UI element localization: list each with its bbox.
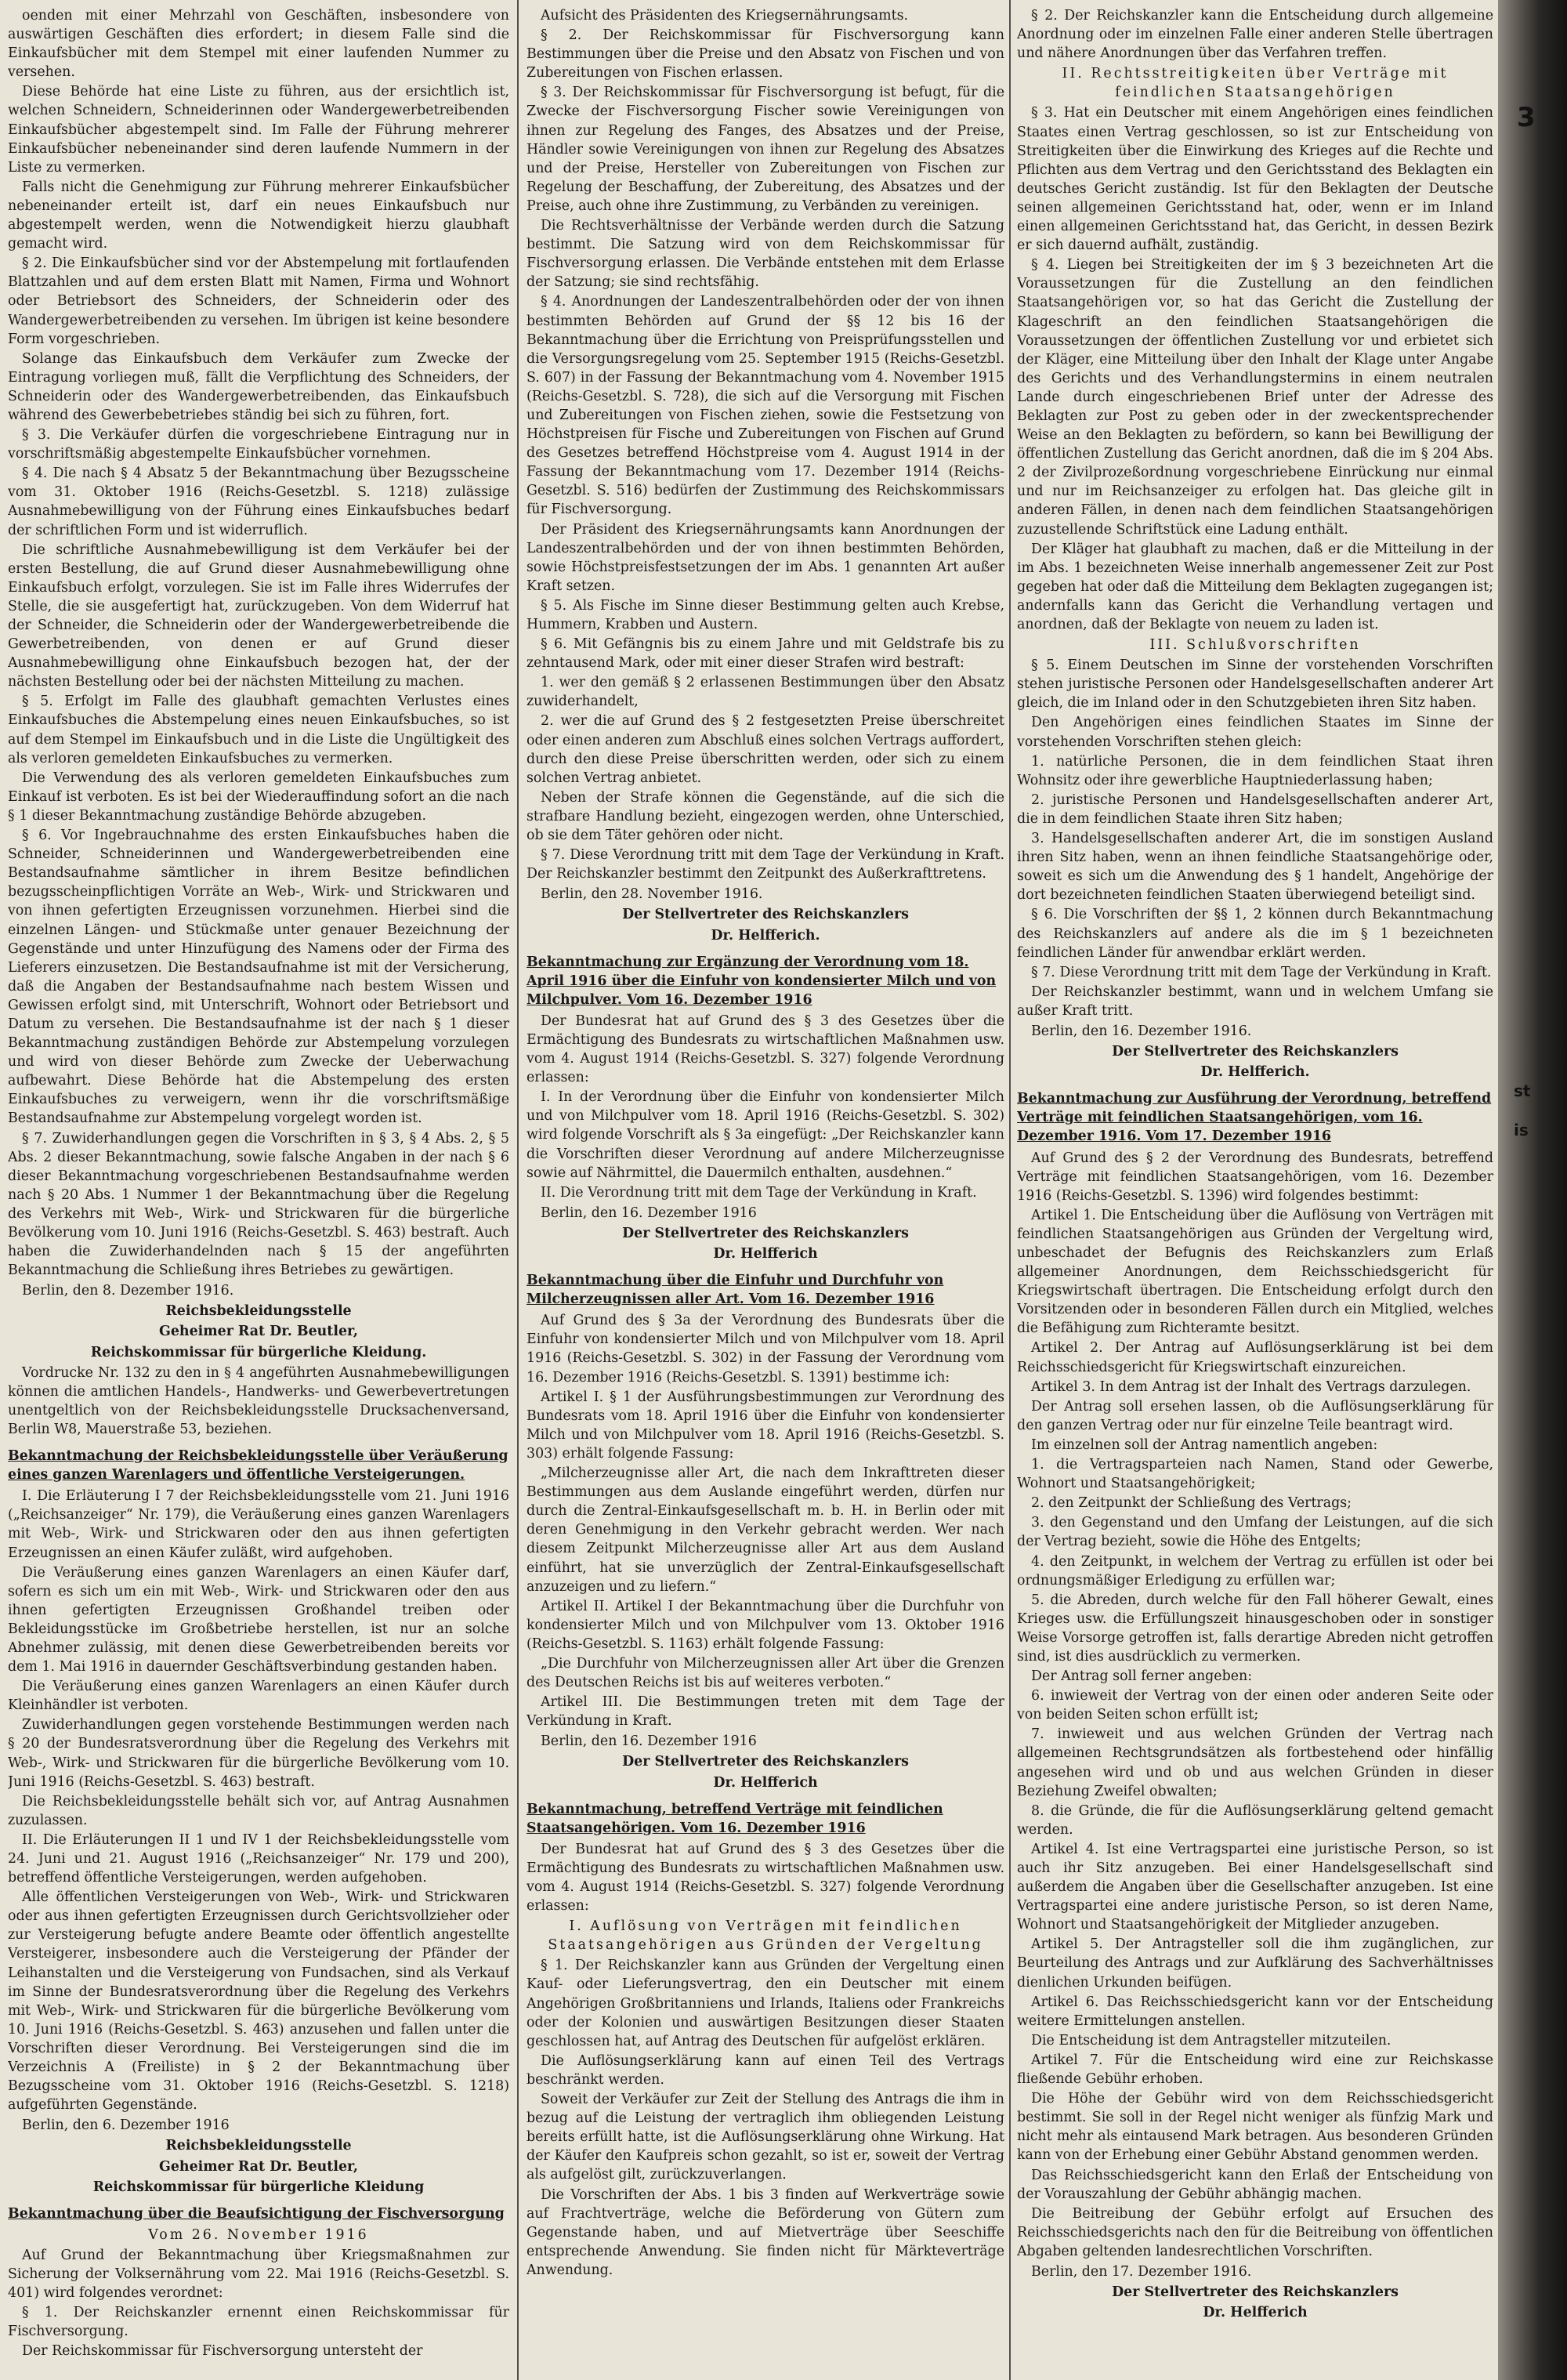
paragraph: § 2. Der Reichskommissar für Fischversorgung kann Bestimmungen über die Preise und den Absatz von Fischen und von Zubereitungen von Fischen erlassen. [527,27,1004,82]
paragraph: Soweit der Verkäufer zur Zeit der Stellung des Antrags die ihm in bezug auf die Leistung der vertraglich ihm obliegenden Leistung bereits erfüllt hatte, ist die Auflösungserklärung ohne Wirkung. Hat der Käufer den Kaufpreis schon gezahlt, so ist er, soweit der Vertrag als aufgelöst gilt, zurückzuverlangen. [527,2092,1004,2183]
paragraph: 2. juristische Personen und Handelsgesellschaften anderer Art, die in dem feindlichen Staate ihren Sitz haben; [1017,792,1493,827]
paragraph: § 2. Der Reichskanzler kann die Entscheidung durch allgemeine Anordnung oder im einzelnen Falle einer anderen Stelle übertragen und nähere Anordnungen über das Verfahren treffen. [1017,8,1493,62]
paragraph: Der Bundesrat hat auf Grund des § 3 des Gesetzes über die Ermächtigung des Bundesrats zu wirtschaftlichen Maßnahmen usw. vom 4. August 1914 (Reichs-Gesetzbl. S. 327) folgende Verordnung erlassen: [527,1841,1004,1915]
section-heading: I. Auflösung von Verträgen mit feindlichen Staatsangehörigen aus Gründen der Vergeltung [548,1918,983,1954]
paragraph: Artikel 1. Die Entscheidung über die Auflösung von Verträgen mit feindlichen Staatsangehörigen aus Gründen der Vergeltung wird, unbeschadet der Befugnis des Reichskanzlers zum Erlaß allgemeiner Anordnungen, dem Reichsschiedsgericht für Kriegswirtschaft übertragen. Die Entscheidung erfolgt durch den Vorsitzenden oder in besonderen Fällen durch ein Mitglied, welches die Befähigung zum Richteramte besitzt. [1017,1207,1493,1337]
paragraph: Die schriftliche Ausnahmebewilligung ist dem Verkäufer bei der ersten Bestellung, die auf Grund dieser Ausnahmebewilligung ohne Einkaufsbuch erfolgt, vorzulegen. Sie ist im Falle ihres Widerrufes der Stelle, die sie ausgefertigt hat, zurückzugeben. Von dem Widerruf hat der Schneider, die Schneiderin oder der Wandergewerbetreibende die Gewerbetreibenden, von denen er auf Grund dieser Ausnahmebewilligung ohne Einkaufsbuch bezogen hat, der der nächsten Bestellung oder bei der nächsten Mitteilung zu machen. [8,542,509,690]
dateline: Berlin, den 8. Dezember 1916. [22,1283,234,1299]
paragraph: 3. den Gegenstand und den Umfang der Leistungen, auf die sich der Vertrag bezieht, sowie die Höhe des Entgelts; [1017,1515,1493,1550]
article-heading: Bekanntmachung, betreffend Verträge mit feindlichen Staatsangehörigen. Vom 16. Dezember 1916 [527,1801,943,1836]
signature-line: Dr. Helfferich. [1200,1064,1310,1081]
paragraph: Artikel 5. Der Antragsteller soll die ihm zugänglichen, zur Beurteilung des Antrags und zur Aufklärung des Sachverhältnisses dienlichen Urkunden beifügen. [1017,1936,1493,1991]
paragraph: Vordrucke Nr. 132 zu den in § 4 angeführten Ausnahmebewilligungen können die amtlichen Handels-, Handwerks- und Gewerbevertretungen unentgeltlich von der Reichsbekleidungsstelle Drucksachenversand, Berlin W8, Mauerstraße 53, beziehen. [8,1364,509,1437]
paragraph: 2. wer die auf Grund des § 2 festgesetzten Preise überschreitet oder einen anderen zum Abschluß eines solchen Vertrags auffordert, durch den diese Preise überschritten werden, oder sich zu einem solchen Vertrag anbietet. [527,713,1004,786]
dateline: Berlin, den 17. Dezember 1916. [1031,2263,1252,2280]
paragraph: § 5. Einem Deutschen im Sinne der vorstehenden Vorschriften stehen juristische Personen oder Handelsgesellschaften anderer Art gleich, die im Inland oder in den Schutzgebieten ihren Sitz haben. [1017,657,1493,712]
paragraph: Artikel 7. Für die Entscheidung wird eine zur Reichskasse fließende Gebühr erhoben. [1017,2052,1493,2088]
section-heading: II. Rechtsstreitigkeiten über Verträge mit feindlichen Staatsangehörigen [1062,66,1449,101]
paragraph: Auf Grund der Bekanntmachung über Kriegsmaßnahmen zur Sicherung der Volksernährung vom 22. Mai 1916 (Reichs-Gesetzbl. S. 401) wird folgendes verordnet: [8,2247,509,2302]
section-heading: III. Schlußvorschriften [1149,637,1361,654]
article-heading: Bekanntmachung über die Beaufsichtigung der Fischversorgung [8,2205,505,2222]
signature-line: Reichsbekleidungsstelle [165,2138,352,2154]
edge-mark: is [1514,1121,1529,1139]
paragraph: II. Die Erläuterungen II 1 und IV 1 der Reichsbekleidungsstelle vom 24. Juni und 21. August 1916 („Reichsanzeiger“ Nr. 179 und 200), betreffend öffentliche Versteigerungen, werden aufgehoben. [8,1831,509,1886]
paragraph: Artikel 4. Ist eine Vertragspartei eine juristische Person, so ist auch ihr Sitz anzugeben. Bei einer Handelsgesellschaft sind außerdem die Angaben über die Gesellschafter anzugeben. Ist eine Vertragspartei eine andere juristische Person, so ist deren Name, Wohnort und Staatsangehörigkeit der Mitglieder anzugeben. [1017,1841,1493,1933]
paragraph: Artikel III. Die Bestimmungen treten mit dem Tage der Verkündung in Kraft. [527,1694,1004,1730]
dateline: Berlin, den 16. Dezember 1916. [1031,1023,1252,1039]
paragraph: § 4. Die nach § 4 Absatz 5 der Bekanntmachung über Bezugsscheine vom 31. Oktober 1916 (Reichs-Gesetzbl. S. 1218) zulässige Ausnahmebewilligung von der Führung eines Einkaufsbuches bedarf der schriftlichen Form und ist widerruflich. [8,465,509,538]
signature-line: Dr. Helfferich. [711,927,820,944]
paragraph: Den Angehörigen eines feindlichen Staates im Sinne der vorstehenden Vorschriften stehen gleich: [1017,715,1493,750]
paragraph: 1. natürliche Personen, die in dem feindlichen Staat ihren Wohnsitz oder ihre gewerbliche Hauptniederlassung haben; [1017,753,1493,788]
paragraph: Auf Grund des § 3a der Verordnung des Bundesrats über die Einfuhr von kondensierter Milch und von Milchpulver vom 18. April 1916 (Reichs-Gesetzbl. S. 302) in der Fassung der Verordnung vom 16. Dezember 1916 (Reichs-Gesetzbl. S. 1391) bestimme ich: [527,1313,1004,1386]
signature-line: Dr. Helfferich [713,1246,818,1262]
article-heading: Bekanntmachung der Reichsbekleidungsstelle über Veräußerung eines ganzen Warenlagers und öffentliche Versteigerungen. [8,1448,508,1483]
paragraph: § 6. Mit Gefängnis bis zu einem Jahre und mit Geldstrafe bis zu zehntausend Mark, oder mit einer dieser Strafen wird bestraft: [527,636,1004,672]
signature-line: Dr. Helfferich [1203,2305,1308,2321]
section-heading: Vom 26. November 1916 [148,2226,369,2243]
paragraph: „Milcherzeugnisse aller Art, die nach dem Inkrafttreten dieser Bestimmungen aus dem Auslande eingeführt werden, dürfen nur durch die Zentral-Einkaufsgesellschaft m. b. H. in Berlin oder mit deren Genehmigung in den Verkehr gebracht werden. Wer nach diesem Zeitpunkt Milcherzeugnisse aller Art aus dem Ausland einführt, hat sie unverzüglich der Zentral-Einkaufsgesellschaft anzuzeigen und zu liefern.“ [527,1465,1004,1595]
paragraph: 7. inwieweit und aus welchen Gründen der Vertrag nach allgemeinen Rechtsgrundsätzen als fortbestehend oder hinfällig angesehen wird und ob und aus welchen Gründen in dieser Beziehung Zweifel obwalten; [1017,1726,1493,1799]
paragraph: § 7. Diese Verordnung tritt mit dem Tage der Verkündung in Kraft. Der Reichskanzler bestimmt den Zeitpunkt des Außerkrafttretens. [527,847,1004,882]
signature-line: Reichskommissar für bürgerliche Kleidung [92,2179,425,2195]
paragraph: Der Präsident des Kriegsernährungsamts kann Anordnungen der Landeszentralbehörden und der von ihnen bestimmten Behörden, sowie Höchstpreisfestsetzungen der im Abs. 1 genannten Art außer Kraft setzen. [527,521,1004,594]
signature-line: Der Stellvertreter des Reichskanzlers [1112,2284,1399,2301]
edge-mark: st [1514,1081,1531,1100]
paragraph: Der Bundesrat hat auf Grund des § 3 des Gesetzes über die Ermächtigung des Bundesrats zu wirtschaftlichen Maßnahmen usw. vom 4. August 1914 (Reichs-Gesetzbl. S. 327) folgende Verordnung erlassen: [527,1012,1004,1086]
paragraph: Die Auflösungserklärung kann auf einen Teil des Vertrags beschränkt werden. [527,2052,1004,2088]
paragraph: Neben der Strafe können die Gegenstände, auf die sich die strafbare Handlung bezieht, eingezogen werden, ohne Unterschied, ob sie dem Täter gehören oder nicht. [527,789,1004,844]
paragraph: 1. wer den gemäß § 2 erlassenen Bestimmungen über den Absatz zuwiderhandelt, [527,675,1004,710]
signature-line: Dr. Helfferich [713,1774,818,1791]
paragraph: Artikel I. § 1 der Ausführungsbestimmungen zur Verordnung des Bundesrats vom 18. April 1916 über die Einfuhr von kondensierter Milch und von Milchpulver vom 18. April 1916 (Reichs-Gesetzbl. S. 303) erhält folgende Fassung: [527,1389,1004,1462]
paragraph: Die Veräußerung eines ganzen Warenlagers an einen Käufer darf, sofern es sich um ein mit Web-, Wirk- und Strickwaren oder den aus ihnen gefertigten Erzeugnissen Großhandel treiben oder Bekleidungsstücke im Großbetriebe herstellen, ist nur an solche Abnehmer zulässig, mit denen diese Gewerbetreibenden bereits vor dem 1. Mai 1916 in dauernder Geschäftsverbindung gestanden haben. [8,1564,509,1675]
paragraph: § 7. Zuwiderhandlungen gegen die Vorschriften in § 3, § 4 Abs. 2, § 5 Abs. 2 dieser Bekanntmachung, sowie falsche Angaben in der nach § 6 dieser Bekanntmachung vorgeschriebenen Bestandsaufnahme werden nach § 20 Abs. 1 Nummer 1 der Bekanntmachung über die Regelung des Verkehrs mit Web-, Wirk- und Strickwaren für die bürgerliche Bevölkerung vom 10. Juni 1916 (Reichs-Gesetzbl. S. 463) bestraft. Auch haben die Zuwiderhandelnden nach § 15 der angeführten Bekanntmachung die Schließung ihres Betriebes zu gewärtigen. [8,1130,509,1279]
paragraph: § 6. Vor Ingebrauchnahme des ersten Einkaufsbuches haben die Schneider, Schneiderinnen und Wandergewerbetreibenden eine Bestandsaufnahme sämtlicher in ihrem Besitze befindlichen bezugsscheinpflichtigen Vorräte an Web-, Wirk- und Strickwaren und von ihnen gefertigten Erzeugnissen vorzunehmen. Hierbei sind die einzelnen Längen- und Stückmaße unter genauer Bezeichnung der Gegenstände und unter Hinzufügung des Namens oder der Firma des Lieferers einzusetzen. Die Bestandsaufnahme ist mit der Versicherung, daß die Angaben der Bestandsaufnahme nach bestem Wissen und Gewissen erfolgt sind, mit Unterschrift, Wohnort oder Betriebsort und Datum zu versehen. Die Bestandsaufnahme ist der nach § 1 dieser Bekanntmachung zuständigen Behörde zur Abstempelung vorzulegen und wird von dieser Behörde zum Zwecke der Ueberwachung aufbewahrt. Diese Behörde hat die Abstempelung des ersten Einkaufsbuches zu verweigern, wenn ihr die vorschriftsmäßige Bestandsaufnahme zur Abstempelung vorgelegt worden ist. [8,828,509,1127]
article-heading: Bekanntmachung zur Ausführung der Verordnung, betreffend Verträge mit feindlichen Staatsangehörigen, vom 16. Dezember 1916. Vom 17. Dezember 1916 [1017,1091,1492,1145]
paragraph: § 5. Als Fische im Sinne dieser Bestimmung gelten auch Krebse, Hummern, Krabben und Austern. [527,597,1004,632]
paragraph: Artikel 2. Der Antrag auf Auflösungserklärung ist bei dem Reichsschiedsgericht für Kriegswirtschaft einzureichen. [1017,1340,1493,1375]
paragraph: § 6. Die Vorschriften der §§ 1, 2 können durch Bekanntmachung des Reichskanzlers auf andere als die im § 1 bezeichneten feindlichen Länder für anwendbar erklärt werden. [1017,907,1493,961]
paragraph: I. In der Verordnung über die Einfuhr von kondensierter Milch und von Milchpulver vom 18. April 1916 (Reichs-Gesetzbl. S. 302) wird folgende Vorschrift als § 3a eingefügt: „Der Reichskanzler kann die Vorschriften dieser Verordnung auf andere Milcherzeugnisse sowie auf Nährmittel, die Dauermilch enthalten, ausdehnen.“ [527,1089,1004,1181]
paragraph: „Die Durchfuhr von Milcherzeugnissen aller Art über die Grenzen des Deutschen Reichs ist bis auf weiteres verboten.“ [527,1655,1004,1691]
dateline: Berlin, den 6. Dezember 1916 [22,2117,230,2134]
paragraph: I. Die Erläuterung I 7 der Reichsbekleidungsstelle vom 21. Juni 1916 („Reichsanzeiger“ Nr. 179), die Veräußerung eines ganzen Warenlagers mit Web-, Wirk- und Strickwaren oder den aus ihnen gefertigten Erzeugnissen an einen Käufer zuläßt, wird aufgehoben. [8,1488,509,1561]
paragraph: Zuwiderhandlungen gegen vorstehende Bestimmungen werden nach § 20 der Bundesratsverordnung über die Regelung des Verkehrs mit Web-, Wirk- und Strickwaren für die bürgerliche Bevölkerung vom 10. Juni 1916 (Reichs-Gesetzbl. S. 463) bestraft. [8,1717,509,1790]
paragraph: § 1. Der Reichskanzler ernennt einen Reichskommissar für Fischversorgung. [8,2305,509,2340]
paragraph: § 3. Hat ein Deutscher mit einem Angehörigen eines feindlichen Staates einen Vertrag geschlossen, so ist zur Entscheidung von Streitigkeiten über die Einwirkung des Krieges auf die Rechte und Pflichten aus dem Vertrag und den Gerichtsstand des Beklagten ein deutsches Gericht zuständig. Ist für den Beklagten der Deutsche seinen allgemeinen Gerichtsstand hat, oder, wenn er im Inland einen allgemeinen Gerichtsstand hat, das Gericht, in dessen Bezirk er sich dauernd aufhält, zuständig. [1017,105,1493,254]
paragraph: 6. inwieweit der Vertrag von der einen oder anderen Seite oder von beiden Seiten schon erfüllt ist; [1017,1688,1493,1723]
paragraph: Artikel II. Artikel I der Bekanntmachung über die Durchfuhr von kondensierter Milch und von Milchpulver vom 13. Oktober 1916 (Reichs-Gesetzbl. S. 1163) erhält folgende Fassung: [527,1598,1004,1652]
paragraph: Diese Behörde hat eine Liste zu führen, aus der ersichtlich ist, welchen Schneidern, Schneiderinnen oder Wandergewerbetreibenden Einkaufsbücher abgestempelt sind. Im Falle der Führung mehrerer Einkaufsbücher nebeneinander sind deren laufende Nummern in der Liste zu vermerken. [8,84,509,176]
paragraph: Die Veräußerung eines ganzen Warenlagers an einen Käufer durch Kleinhändler ist verboten. [8,1679,509,1714]
paragraph: Artikel 6. Das Reichsschiedsgericht kann vor der Entscheidung weitere Ermittelungen anstellen. [1017,1994,1493,2029]
column-left [8,6,509,2373]
paragraph: 4. den Zeitpunkt, in welchem der Vertrag zu erfüllen ist oder bei ordnungsmäßiger Erledigung zu erfüllen war; [1017,1553,1493,1588]
signature-line: Geheimer Rat Dr. Beutler, [159,2158,358,2175]
paragraph: Solange das Einkaufsbuch dem Verkäufer zum Zwecke der Eintragung vorliegen muß, fällt die Verpflichtung des Schneiders, der Schneiderin oder des Wandergewerbetreibenden, das Einkaufsbuch während des Gewerbebetriebes ständig bei sich zu führen, fort. [8,350,509,423]
paragraph: 3. Handelsgesellschaften anderer Art, die im sonstigen Ausland ihren Sitz haben, wenn an ihnen feindliche Staatsangehörige oder, soweit es sich um die Anwendung des § 1 handelt, Angehörige der dort bezeichneten feindlichen Staaten überwiegend beteiligt sind. [1017,831,1493,904]
paragraph: Aufsicht des Präsidenten des Kriegsernährungsamts. [541,8,909,24]
signature-line: Der Stellvertreter des Reichskanzlers [622,1225,909,1241]
paragraph: 2. den Zeitpunkt der Schließung des Vertrags; [1031,1495,1352,1512]
paragraph: Die Höhe der Gebühr wird von dem Reichsschiedsgericht bestimmt. Sie soll in der Regel nicht weniger als fünfzig Mark und nicht mehr als eintausend Mark betragen. Aus besonderen Gründen kann von der Erhebung einer Gebühr Abstand genommen werden. [1017,2091,1493,2164]
signature-line: Reichskommissar für bürgerliche Kleidung. [90,1344,427,1360]
paragraph: II. Die Verordnung tritt mit dem Tage der Verkündung in Kraft. [541,1184,977,1201]
paragraph: § 2. Die Einkaufsbücher sind vor der Abstempelung mit fortlaufenden Blattzahlen und auf dem ersten Blatt mit Namen, Firma und Wohnort oder Betriebsort des Schneiders, der Schneiderin oder des Wandergewerbetreibenden zu versehen. Im übrigen ist keine besondere Form vorgeschrieben. [8,255,509,347]
page-edge [1498,0,1567,2380]
paragraph: § 3. Die Verkäufer dürfen die vorgeschriebene Eintragung nur in vorschriftsmäßig abgestempelte Einkaufsbücher vornehmen. [8,427,509,462]
paragraph: Der Antrag soll ersehen lassen, ob die Auflösungserklärung für den ganzen Vertrag oder nur für einzelne Teile beantragt wird. [1017,1398,1493,1433]
column-middle [527,6,1004,2373]
paragraph: Der Kläger hat glaubhaft zu machen, daß er die Mitteilung in der im Abs. 1 bezeichneten Weise innerhalb angemessener Zeit zur Post gegeben hat oder daß die Mitteilung dem Beklagten zugegangen ist; andernfalls kann das Gericht die Verhandlung vertagen und anordnen, daß der Beklagte von neuem zu laden ist. [1017,541,1493,632]
edge-mark: 3 [1517,102,1536,133]
column-rule [1009,0,1011,2380]
paragraph: § 1. Der Reichskanzler kann aus Gründen der Vergeltung einen Kauf- oder Lieferungsvertrag, den ein Deutscher mit einem Angehörigen Großbritanniens und Irlands, Italiens oder Frankreichs oder der Kolonien und auswärtigen Besitzungen dieser Staaten geschlossen hat, auf Antrag des Deutschen für aufgelöst erklären. [527,1958,1004,2049]
paragraph: Auf Grund des § 2 der Verordnung des Bundesrats, betreffend Verträge mit feindlichen Staatsangehörigen, vom 16. Dezember 1916 (Reichs-Gesetzbl. S. 1396) wird folgendes bestimmt: [1017,1150,1493,1204]
paragraph: oenden mit einer Mehrzahl von Geschäften, insbesondere von auswärtigen Geschäften dies erfordert; in diesem Falle sind die Einkaufsbücher mit dem Stempel mit einer laufenden Nummer zu versehen. [8,8,509,81]
column-right [1017,6,1493,2373]
paragraph: Im einzelnen soll der Antrag namentlich angeben: [1031,1436,1378,1453]
article-heading: Bekanntmachung über die Einfuhr und Durchfuhr von Milcherzeugnissen aller Art. Vom 16. Dezember 1916 [527,1273,944,1308]
signature-line: Geheimer Rat Dr. Beutler, [159,1324,358,1340]
paragraph: Die Reichsbekleidungsstelle behält sich vor, auf Antrag Ausnahmen zuzulassen. [8,1793,509,1828]
paragraph: 5. die Abreden, durch welche für den Fall höherer Gewalt, eines Krieges usw. die Erfüllungszeit hinausgeschoben oder in sonstiger Weise Vorsorge getroffen ist, falls derartige Abreden nicht getroffen sind, ist dies ausdrücklich zu vermerken. [1017,1592,1493,1665]
paragraph: Die Verwendung des als verloren gemeldeten Einkaufsbuches zum Einkauf ist verboten. Es ist bei der Wiederauffindung sofort an die nach § 1 dieser Bekanntmachung zuständige Behörde abzugeben. [8,770,509,824]
signature-line: Reichsbekleidungsstelle [165,1303,352,1320]
paragraph: § 4. Liegen bei Streitigkeiten der im § 3 bezeichneten Art die Voraussetzungen für die Zustellung an den feindlichen Staatsangehörigen vor, so hat das Gericht die Zustellung der Klageschrift an den feindlichen Staatsangehörigen die Voraussetzungen der öffentlichen Zustellung vor und erbietet sich der Kläger, eine Mitteilung über den Inhalt der Klage unter Angabe des Gerichts und des Verhandlungstermins in einem neutralen Lande durch eingeschriebenen Brief unter der Adresse des Beklagten zur Post zu geben oder in der zweckentsprechender Weise an den Beklagten zu befördern, so kann bei Bewilligung der öffentlichen Zustellung das Gericht anordnen, daß die im § 204 Abs. 2 der Zivilprozeßordnung vorgeschriebene Einrückung nur einmal und nur im Reichsanzeiger zu erfolgen hat. Das gleiche gilt in anderen Fällen, in denen nach dem feindlichen Staatsangehörigen zuzustellende Schriftstück eine Ladung enthält. [1017,257,1493,538]
paragraph: 1. die Vertragsparteien nach Namen, Stand oder Gewerbe, Wohnort und Staatsangehörigkeit; [1017,1457,1493,1492]
article-heading: Bekanntmachung zur Ergänzung der Verordnung vom 18. April 1916 über die Einfuhr von kondensierter Milch und von Milchpulver. Vom 16. Dezember 1916 [527,954,997,1008]
signature-line: Der Stellvertreter des Reichskanzlers [622,1754,909,1770]
paragraph: 8. die Gründe, die für die Auflösungserklärung geltend gemacht werden. [1017,1802,1493,1838]
paragraph: Artikel 3. In dem Antrag ist der Inhalt des Vertrags darzulegen. [1031,1378,1471,1395]
dateline: Berlin, den 16. Dezember 1916 [541,1733,757,1750]
dateline: Berlin, den 16. Dezember 1916 [541,1204,757,1221]
paragraph: Die Beitreibung der Gebühr erfolgt auf Ersuchen des Reichsschiedsgerichts nach den für die Beitreibung von öffentlichen Abgaben geltenden landesrechtlichen Vorschriften. [1017,2205,1493,2259]
column-rule [517,0,519,2380]
signature-line: Der Stellvertreter des Reichskanzlers [622,907,909,923]
paragraph: Das Reichsschiedsgericht kann den Erlaß der Entscheidung von der Vorauszahlung der Gebühr abhängig machen. [1017,2167,1493,2202]
dateline: Berlin, den 28. November 1916. [541,886,763,903]
paragraph: Alle öffentlichen Versteigerungen von Web-, Wirk- und Strickwaren oder aus ihnen gefertigten Erzeugnissen durch Gerichtsvollzieher oder zur Versteigerung befugte andere Beamte oder öffentlich angestellte Versteigerer, insbesondere auch die Versteigerung der Pfänder der Leihanstalten und die Versteigerung von Fundsachen, sind als Verkauf im Sinne der Bundesratsverordnung über die Regelung des Verkehrs mit Web-, Wirk- und Strickwaren für die bürgerliche Bevölkerung vom 10. Juni 1916 (Reichs-Gesetzbl. S. 463) anzusehen und fallen unter die Vorschriften dieser Verordnung. Bei Versteigerungen sind die im Verzeichnis A (Freiliste) in § 2 der Bekanntmachung über Bezugsscheine vom 31. Oktober 1916 (Reichs-Gesetzbl. S. 1218) aufgeführten Gegenstände. [8,1889,509,2114]
paragraph: § 7. Diese Verordnung tritt mit dem Tage der Verkündung in Kraft. [1031,964,1492,980]
paragraph: § 4. Anordnungen der Landeszentralbehörden oder der von ihnen bestimmten Behörden auf Grund der §§ 12 bis 16 der Bekanntmachung über die Errichtung von Preisprüfungsstellen und die Versorgungsregelung vom 25. September 1915 (Reichs-Gesetzbl. S. 607) in der Fassung der Bekanntmachung vom 4. November 1915 (Reichs-Gesetzbl. S. 728), die sich auf die Versorgung mit Fischen und Zubereitungen von Fischen ziehen, sowie die Festsetzung von Höchstpreisen für Fische und Zubereitungen von Fischen auf Grund des Gesetzes betreffend Höchstpreise vom 4. August 1914 in der Fassung der Bekanntmachung vom 17. Dezember 1914 (Reichs-Gesetzbl. S. 516) bedürfen der Zustimmung des Reichskommissars für Fischversorgung. [527,294,1004,518]
paragraph: Der Reichskanzler bestimmt, wann und in welchem Umfang sie außer Kraft tritt. [1017,984,1493,1019]
paragraph: Die Vorschriften der Abs. 1 bis 3 finden auf Werkverträge sowie auf Frachtverträge, welche die Beförderung von Gütern zum Gegenstande haben, und auf Mietverträge über Seeschiffe entsprechende Anwendung. Sie finden nicht für Märkteverträge Anwendung. [527,2186,1004,2278]
paragraph: § 5. Erfolgt im Falle des glaubhaft gemachten Verlustes eines Einkaufsbuches die Abstempelung eines neuen Einkaufsbuches, so ist auf dem Stempel im Einkaufsbuch und in die Liste die Ungültigkeit des als verloren gemeldeten Einkaufsbuches zu vermerken. [8,694,509,766]
paragraph: Falls nicht die Genehmigung zur Führung mehrerer Einkaufsbücher nebeneinander erteilt ist, darf ein neues Einkaufsbuch nur abgestempelt werden, wenn die Notwendigkeit hierzu glaubhaft gemacht wird. [8,179,509,252]
paragraph: Der Antrag soll ferner angeben: [1031,1668,1253,1685]
paragraph: Der Reichskommissar für Fischversorgung untersteht der [22,2343,423,2360]
paragraph: Die Entscheidung ist dem Antragsteller mitzuteilen. [1031,2032,1391,2049]
signature-line: Der Stellvertreter des Reichskanzlers [1112,1044,1399,1060]
paragraph: Die Rechtsverhältnisse der Verbände werden durch die Satzung bestimmt. Die Satzung wird von dem Reichskommissar für Fischversorgung erlassen. Die Verbände entstehen mit dem Erlasse der Satzung; sie sind rechtsfähig. [527,218,1004,291]
paragraph: § 3. Der Reichskommissar für Fischversorgung ist befugt, für die Zwecke der Fischversorgung Fischer sowie Vereinigungen von ihnen zur Regelung des Fanges, des Absatzes und der Preise, Händler sowie Vereinigungen von ihnen zur Regelung des Absatzes und der Preise, Hersteller von Zubereitungen von Fischen zur Regelung der Beschaffung, der Zubereitung, des Absatzes und der Preise, auch ohne ihre Zustimmung, zu Verbänden zu vereinigen. [527,85,1004,214]
